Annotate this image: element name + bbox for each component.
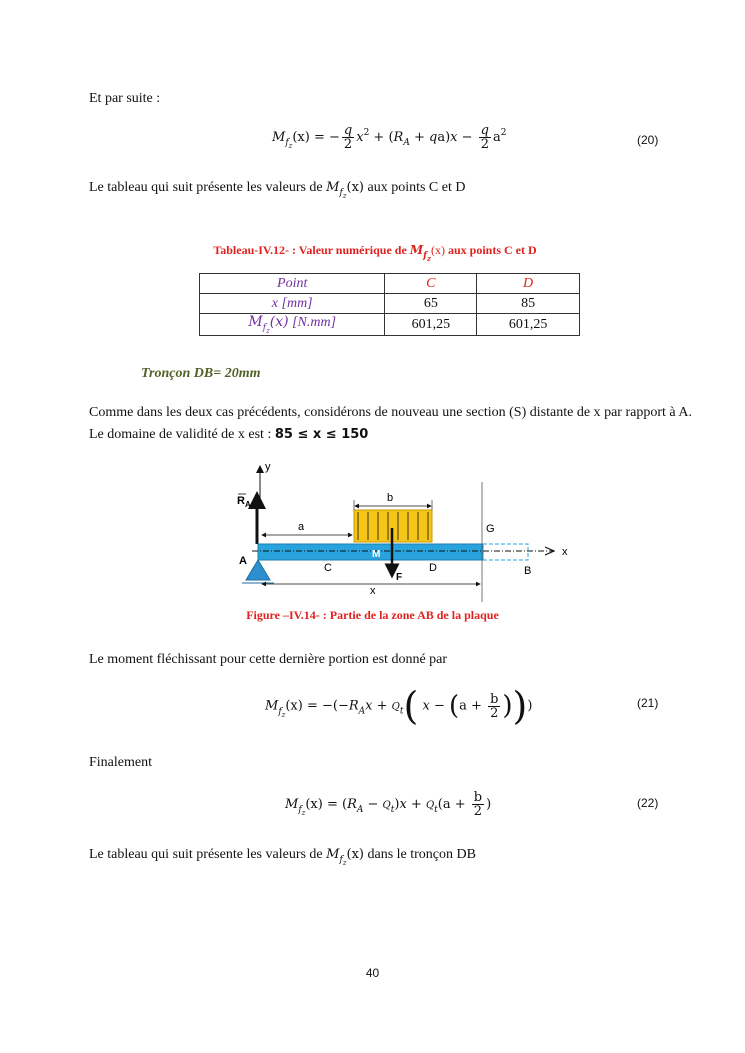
text-finalement: Finalement xyxy=(89,755,152,770)
label-x-axis: x xyxy=(562,546,568,558)
table-cell-d: D xyxy=(477,274,580,294)
equation-20-number: (20) xyxy=(637,133,659,147)
label-x-dim: x xyxy=(370,585,376,597)
label-A: A xyxy=(239,555,247,567)
text-tableau-intro-2 xyxy=(89,845,476,873)
table-cell-c: C xyxy=(385,274,477,294)
text-moment-intro: Le moment fléchissant pour cette dernière portion est donné par xyxy=(89,652,448,667)
label-D: D xyxy=(429,562,437,574)
table-cell-label: Point xyxy=(200,274,385,294)
table-row xyxy=(200,314,580,336)
table-caption: Tableau-IV.12- : Valeur numérique de $M_{f_z}(x)$ aux points C et D xyxy=(213,243,537,263)
label-M: M xyxy=(372,549,381,560)
paragraph-main xyxy=(89,402,692,446)
text-tableau-intro-1 xyxy=(89,178,465,206)
pin-support xyxy=(246,560,270,580)
paragraph-main-text: Comme dans les deux cas précédents, considérons de nouveau une section (S) distante de x par rapport à A. Le domaine de validité de x est : xyxy=(89,405,692,442)
equation-22-number: (22) xyxy=(637,796,659,810)
text-tableau-intro-1-a: Le tableau qui suit présente les valeurs de xyxy=(89,180,327,195)
table-cell-label: x [mm] xyxy=(200,294,385,314)
equation-21: $M_{f_z}(x) = -(-R_Ax + Q_t$( x − (a + $\frac{b}{2}$ ))) xyxy=(265,684,533,728)
beam xyxy=(258,544,483,560)
label-y: y xyxy=(265,461,271,473)
text-et-par-suite: Et par suite : xyxy=(89,91,161,106)
beam-figure xyxy=(232,456,587,604)
table-cell-c: 601,25 xyxy=(385,314,477,336)
table-row xyxy=(200,274,580,294)
table-cell-c: 65 xyxy=(385,294,477,314)
table-cell-label: $M_{f_z}(x)$ [N.mm] xyxy=(200,314,385,336)
label-B: B xyxy=(524,565,532,577)
label-b: b xyxy=(387,492,394,504)
table-cell-d: 85 xyxy=(477,294,580,314)
text-tableau-intro-1-b: aux points C et D xyxy=(367,180,466,195)
equation-22: $M_{f_z}(x) = (R_A - Q_t)x + Q_t(a$ + $\frac{b}{2}$ ) xyxy=(285,790,492,819)
label-G: G xyxy=(486,523,495,535)
table-cell-d: 601,25 xyxy=(477,314,580,336)
table-caption-suffix: aux points C et D xyxy=(444,243,537,257)
values-table xyxy=(199,273,580,336)
label-f: F xyxy=(396,572,403,583)
table-caption-prefix: Tableau-IV.12- : Valeur numérique de xyxy=(213,243,410,257)
section-heading: Tronçon DB= 20mm xyxy=(141,366,261,381)
equation-21-number: (21) xyxy=(637,696,659,710)
label-a: a xyxy=(298,521,305,533)
text-tableau-intro-2-a: Le tableau qui suit présente les valeurs de xyxy=(89,847,327,862)
text-tableau-intro-2-b: dans le tronçon DB xyxy=(367,847,476,862)
table-cell-label-suffix: [N.mm] xyxy=(288,315,337,330)
inline-moment-symbol: $M_{f_z}(x)$ xyxy=(326,180,364,200)
label-ra: $R_A$ xyxy=(237,495,251,509)
domain-bold: 85 ≤ x ≤ 150 xyxy=(274,427,369,442)
label-C: C xyxy=(324,562,332,574)
figure-caption: Figure –IV.14- : Partie de la zone AB de la plaque xyxy=(246,608,499,622)
page-number: 40 xyxy=(365,966,380,980)
beam-cut-part xyxy=(483,544,528,560)
equation-20: $M_{f_z}(x)$ = − $\frac{q}{2}$ $x^2 + (R_A + qa)x$ − $\frac{q}{2}$ $a^2$ xyxy=(272,123,507,152)
inline-moment-symbol: $M_{f_z}(x)$ xyxy=(326,847,364,867)
table-row xyxy=(200,294,580,314)
